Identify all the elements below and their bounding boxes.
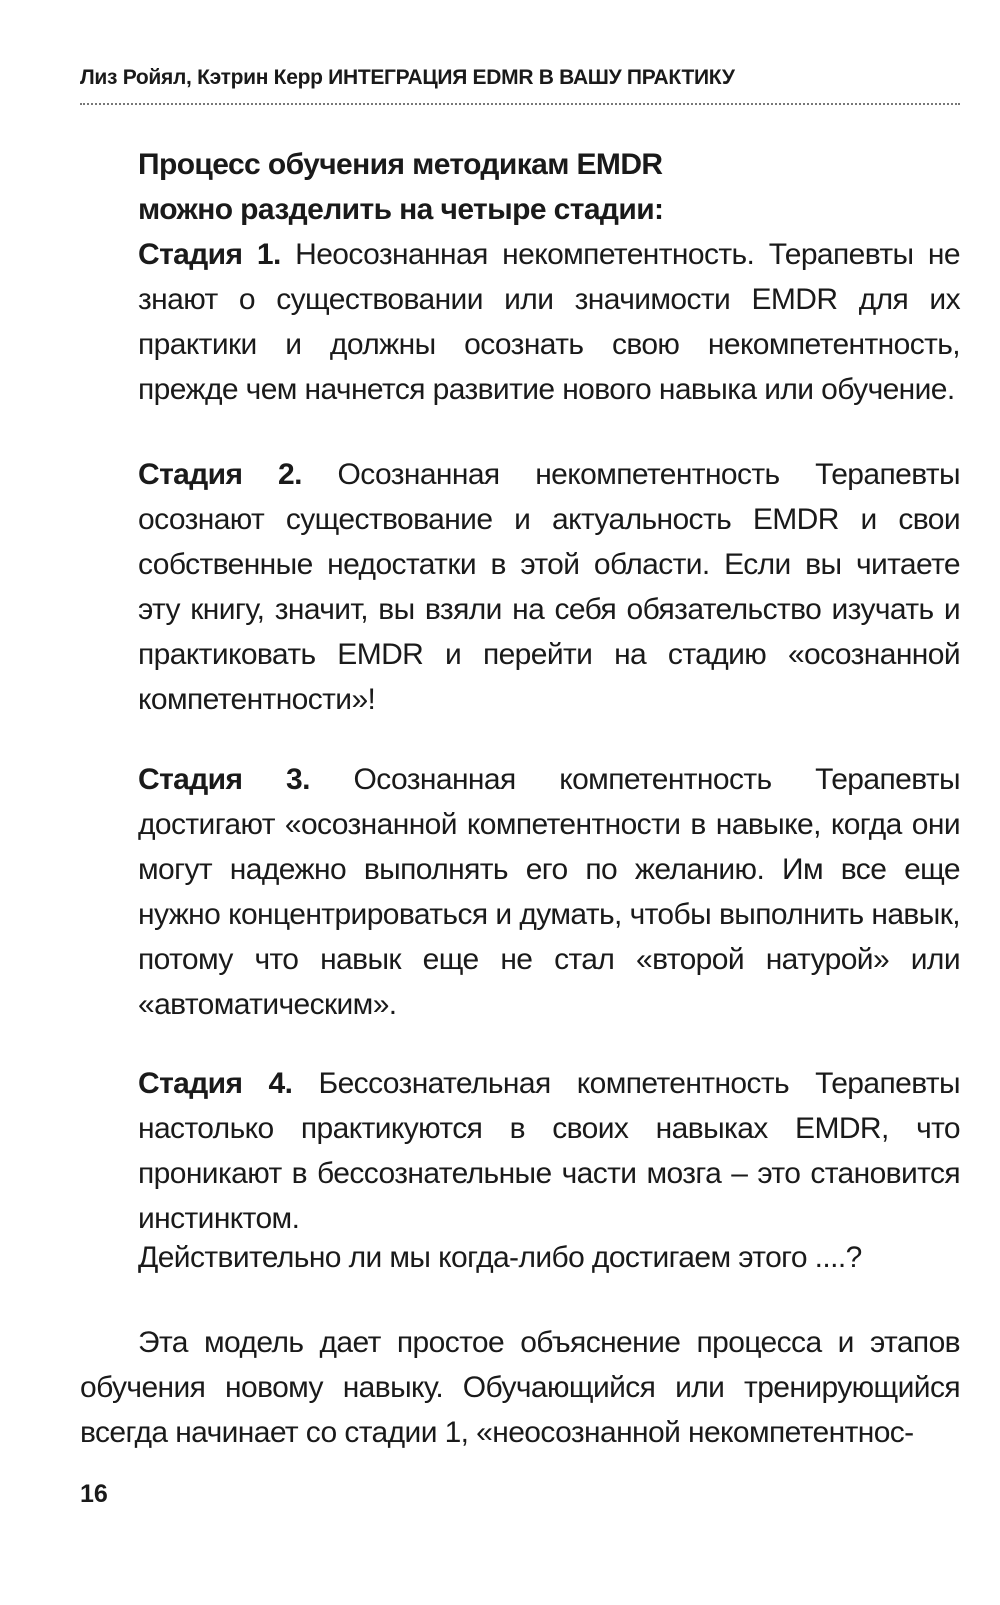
stage-1-label: Стадия 1. [138,238,296,271]
page-number: 16 [80,1480,108,1508]
stage-3-paragraph [138,757,960,1027]
closing-paragraph: Эта модель дает простое объяснение процесса и этапов обучения новому навыку. Обучающийся или тренирующийся всегда начинает со стадии 1, «неосознанной некомпетентнос- [80,1326,960,1449]
header-divider [80,103,960,105]
running-header: Лиз Ройял, Кэтрин Керр ИНТЕГРАЦИЯ EDMR В ВАШУ ПРАКТИКУ [80,66,735,89]
stage-1-text: Неосознанная некомпетентность. Терапевты не знают о существовании или значимости EMDR для их практики и должны осознать свою некомпетентность, прежде чем начнется развитие нового навыка или обучение. [138,238,960,406]
intro-heading [138,142,960,232]
stage-4-label: Стадия 4. [138,1067,319,1100]
stage-2-label: Стадия 2. [138,458,338,491]
stage-3-label: Стадия 3. [138,763,354,796]
question-line: Действительно ли мы когда-либо достигаем этого ....? [138,1241,862,1274]
stage-1-paragraph [138,232,960,412]
stage-4-text: Бессознательная компетентность Терапевты настолько практикуются в своих навыках EMDR, что проникают в бессознательные части мозга – это становится инстинктом. [138,1067,960,1235]
intro-line-2: можно разделить на четыре стадии: [138,193,664,226]
stage-2-paragraph [138,452,960,722]
intro-line-1: Процесс обучения методикам EMDR [138,148,663,181]
stage-2-text: Осознанная некомпетентность Терапевты осознают существование и актуальность EMDR и свои собственные недостатки в этой области. Если вы читаете эту книгу, значит, вы взяли на себя обязательство изучать и практиковать EMDR и перейти на стадию «осознанной компетентности»! [138,458,960,716]
stage-4-paragraph [138,1061,960,1241]
stage-3-text: Осознанная компетентность Терапевты достигают «осознанной компетентности в навыке, когда они могут надежно выполнять его по желанию. Им все еще нужно концентрироваться и думать, чтобы выполнить навык, потому что навык еще не стал «второй натурой» или «автоматическим». [138,763,960,1021]
